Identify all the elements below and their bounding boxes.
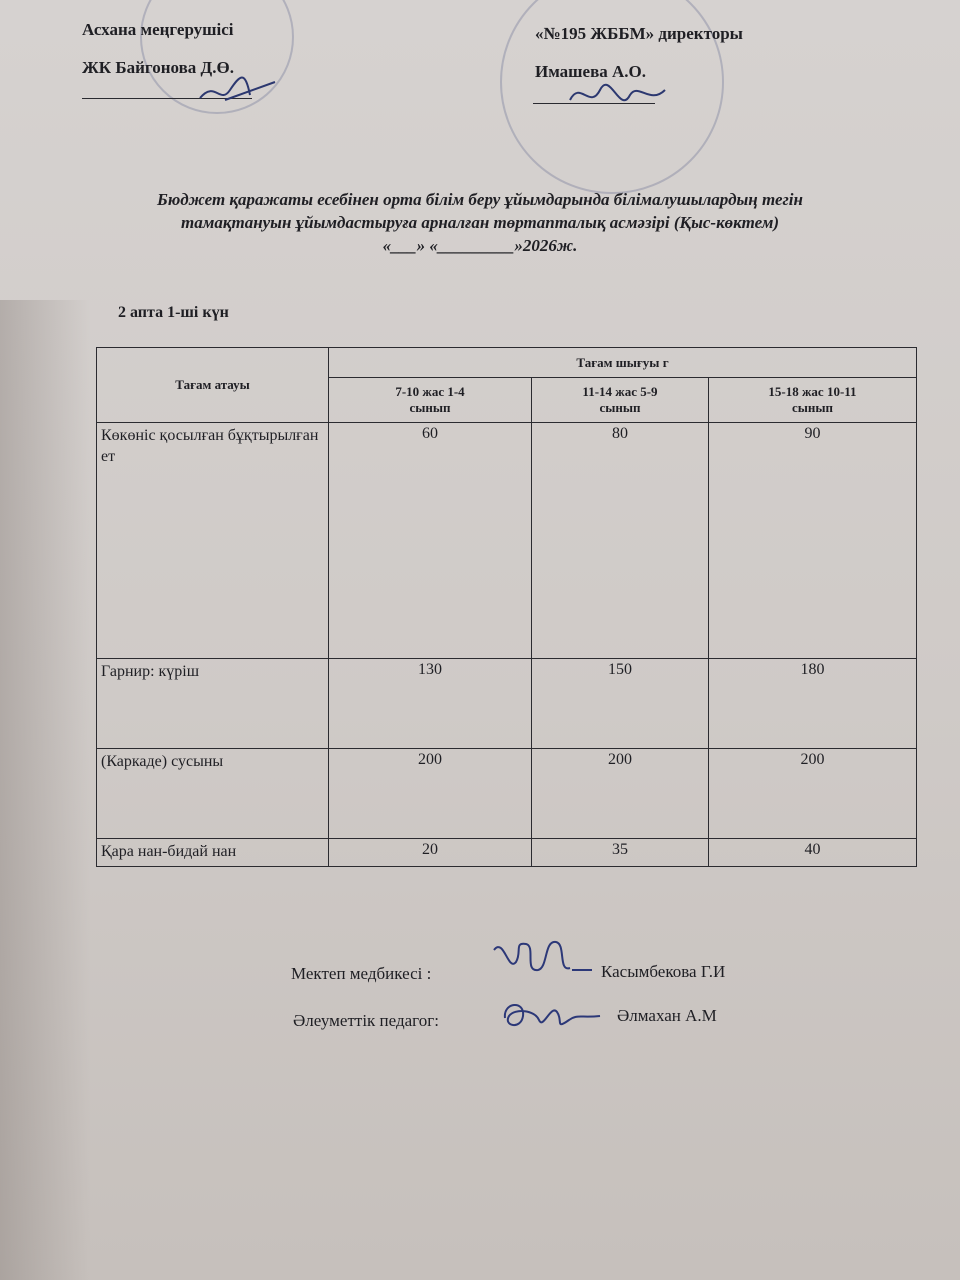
row-2-value-1: 130 xyxy=(329,659,532,749)
row-1-name: Көкөніс қосылған бұқтырылған ет xyxy=(97,423,329,659)
pedagog-label: Әлеуметтік педагог: xyxy=(293,1011,439,1030)
pedagog-name: Әлмахан А.М xyxy=(617,1006,717,1025)
table-row xyxy=(97,839,917,867)
age-3-line2: сынып xyxy=(791,400,834,415)
menu-table xyxy=(96,347,917,867)
document-title xyxy=(100,188,860,257)
table-row xyxy=(97,659,917,749)
title-line-3: «___» «_________»2026ж. xyxy=(382,236,578,255)
header-right-name: Имашева А.О. xyxy=(535,62,647,81)
col-header-yield: Тағам шығуы г xyxy=(329,348,917,378)
row-2-value-3: 180 xyxy=(709,659,917,749)
header-left-name: ЖК Байгонова Д.Ө. xyxy=(82,58,234,77)
header-left-signature-icon xyxy=(190,60,280,110)
age-3-line1: 15-18 жас 10-11 xyxy=(768,384,857,399)
page-shadow xyxy=(0,300,90,1280)
title-line-1: Бюджет қаражаты есебінен орта білім беру ұйымдарында білімалушылардың тегін xyxy=(157,190,803,209)
age-1-line2: сынып xyxy=(409,400,451,415)
row-3-value-1: 200 xyxy=(329,749,532,839)
age-2-line1: 11-14 жас 5-9 xyxy=(582,384,658,399)
row-4-name: Қара нан-бидай нан xyxy=(97,839,329,867)
row-4-value-3: 40 xyxy=(709,839,917,867)
row-4-value-1: 20 xyxy=(329,839,532,867)
row-2-value-2: 150 xyxy=(532,659,709,749)
row-1-value-1: 60 xyxy=(329,423,532,659)
col-header-dish-name: Тағам атауы xyxy=(97,348,329,423)
table-header-row xyxy=(97,348,917,378)
nurse-label: Мектеп медбикесі : xyxy=(291,964,432,983)
table-row xyxy=(97,749,917,839)
row-3-value-2: 200 xyxy=(532,749,709,839)
pedagog-signature-icon xyxy=(495,990,605,1040)
header-right-signature-icon xyxy=(560,70,670,120)
nurse-signature-icon xyxy=(486,932,596,987)
col-header-age-1 xyxy=(329,378,532,423)
row-3-value-3: 200 xyxy=(709,749,917,839)
row-4-value-2: 35 xyxy=(532,839,709,867)
col-header-age-2 xyxy=(532,378,709,423)
nurse-name: Касымбекова Г.И xyxy=(601,962,726,981)
age-2-line2: сынып xyxy=(599,400,641,415)
age-1-line1: 7-10 жас 1-4 xyxy=(395,384,465,399)
row-2-name: Гарнир: күріш xyxy=(97,659,329,749)
day-label: 2 апта 1-ші күн xyxy=(118,304,229,321)
table-row xyxy=(97,423,917,659)
header-right-role: «№195 ЖББМ» директоры xyxy=(535,24,743,43)
row-1-value-3: 90 xyxy=(709,423,917,659)
title-line-2: тамақтануын ұйымдастыруға арналған төртапталық асмәзірі (Қыс-көктем) xyxy=(180,213,780,232)
header-left-role: Асхана меңгерушісі xyxy=(82,20,234,39)
row-3-name: (Каркаде) сусыны xyxy=(97,749,329,839)
col-header-age-3 xyxy=(709,378,917,423)
row-1-value-2: 80 xyxy=(532,423,709,659)
